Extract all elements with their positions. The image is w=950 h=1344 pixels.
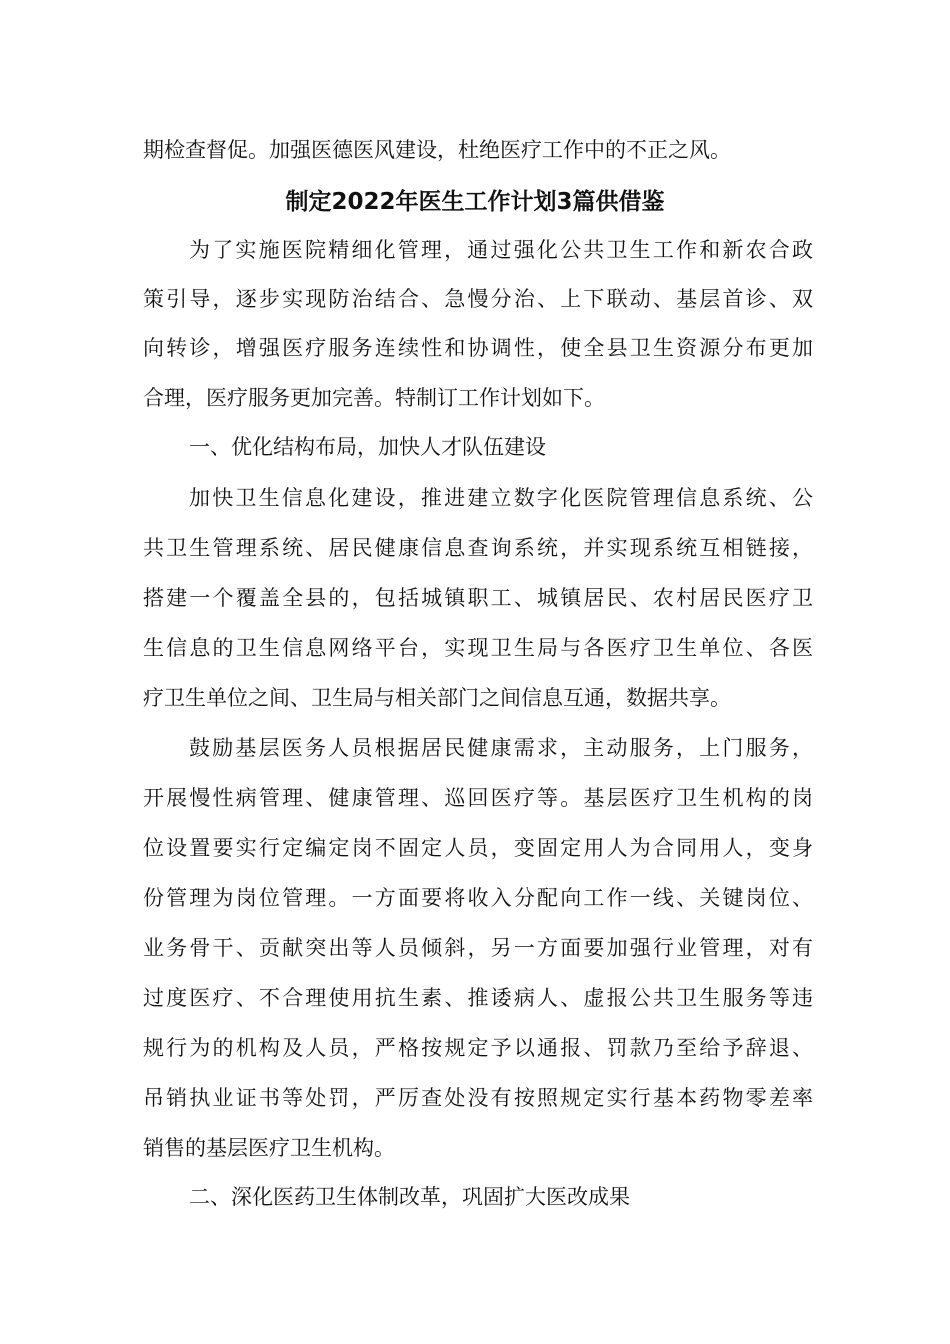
paragraph-line: 策引导，逐步实现防治结合、急慢分治、上下联动、基层首诊、双 — [143, 287, 813, 311]
paragraph-line: 过度医疗、不合理使用抗生素、推诿病人、虚报公共卫生服务等违 — [143, 986, 813, 1010]
paragraph-line: 开展慢性病管理、健康管理、巡回医疗等。基层医疗卫生机构的岗 — [143, 786, 813, 810]
paragraph-line: 规行为的机构及人员，严格按规定予以通报、罚款乃至给予辞退、 — [143, 1036, 813, 1060]
paragraph-line: 吊销执业证书等处罚，严厉查处没有按照规定实行基本药物零差率 — [143, 1086, 813, 1110]
paragraph-line: 搭建一个覆盖全县的，包括城镇职工、城镇居民、农村居民医疗卫 — [143, 586, 813, 610]
paragraph-line: 业务骨干、贡献突出等人员倾斜，另一方面要加强行业管理，对有 — [143, 936, 813, 960]
document-title: 制定2022年医生工作计划3篇供借鉴 — [285, 189, 665, 215]
paragraph-line: 疗卫生单位之间、卫生局与相关部门之间信息互通，数据共享。 — [143, 686, 731, 710]
paragraph-line: 合理，医疗服务更加完善。特制订工作计划如下。 — [143, 386, 605, 410]
paragraph-line: 加快卫生信息化建设，推进建立数字化医院管理信息系统、公 — [189, 486, 813, 510]
paragraph-line: 鼓励基层医务人员根据居民健康需求，主动服务，上门服务， — [189, 736, 813, 760]
carryover-line: 期检查督促。加强医德医风建设，杜绝医疗工作中的不正之风。 — [143, 138, 731, 162]
section-heading-text: 一、优化结构布局，加快人才队伍建设 — [189, 435, 546, 459]
paragraph-line: 份管理为岗位管理。一方面要将收入分配向工作一线、关键岗位、 — [143, 886, 813, 910]
paragraph-line: 为了实施医院精细化管理，通过强化公共卫生工作和新农合政 — [189, 238, 813, 262]
paragraph-line: 位设置要实行定编定岗不固定人员，变固定用人为合同用人，变身 — [143, 836, 813, 860]
paragraph-line: 生信息的卫生信息网络平台，实现卫生局与各医疗卫生单位、各医 — [143, 636, 813, 660]
paragraph-line: 向转诊，增强医疗服务连续性和协调性，使全县卫生资源分布更加 — [143, 336, 813, 360]
paragraph-line: 销售的基层医疗卫生机构。 — [143, 1136, 395, 1160]
section-heading-text: 二、深化医药卫生体制改革，巩固扩大医改成果 — [189, 1185, 630, 1209]
paragraph-line: 共卫生管理系统、居民健康信息查询系统，并实现系统互相链接， — [143, 536, 813, 560]
